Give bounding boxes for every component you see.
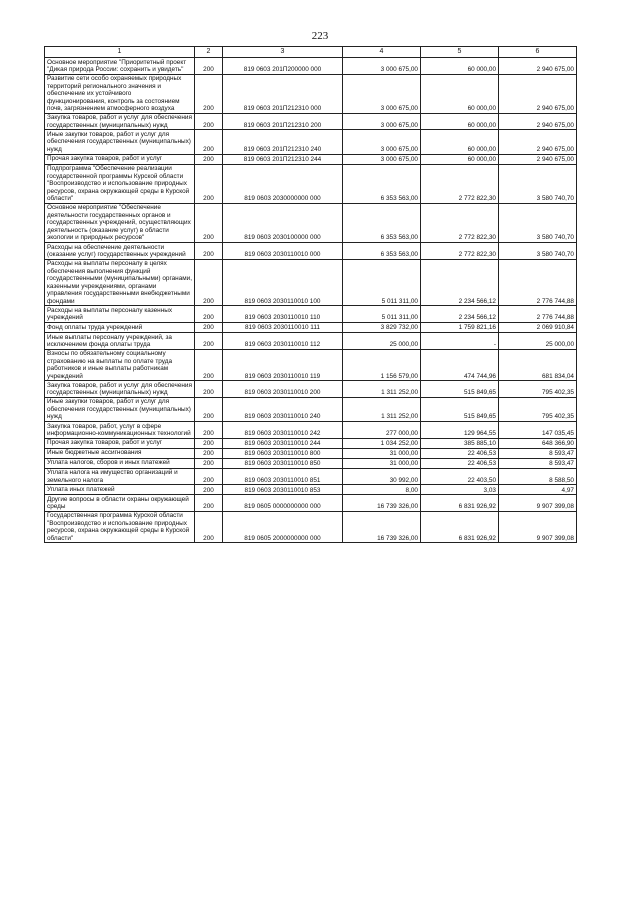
row-value-col6: 648 366,90 bbox=[499, 438, 577, 448]
row-value-col5: 474 744,96 bbox=[421, 349, 499, 381]
table-row bbox=[45, 154, 577, 164]
row-value-col6: 8 593,47 bbox=[499, 448, 577, 458]
budget-table bbox=[44, 46, 577, 543]
row-value-col5: 515 849,65 bbox=[421, 381, 499, 398]
header-col-4: 4 bbox=[343, 47, 421, 58]
row-value-col6: 4,97 bbox=[499, 485, 577, 495]
row-value-col6: 25 000,00 bbox=[499, 333, 577, 350]
row-code: 200 bbox=[195, 511, 223, 543]
header-col-6: 6 bbox=[499, 47, 577, 58]
row-value-col4: 1 311 252,00 bbox=[343, 381, 421, 398]
row-value-col5: 2 234 566,12 bbox=[421, 259, 499, 306]
table-row bbox=[45, 381, 577, 398]
table-row bbox=[45, 243, 577, 260]
table-row bbox=[45, 58, 577, 75]
row-value-col6: 2 069 910,84 bbox=[499, 323, 577, 333]
row-value-col5: 22 406,53 bbox=[421, 458, 499, 468]
row-value-col5: 129 964,55 bbox=[421, 422, 499, 439]
row-value-col5: 60 000,00 bbox=[421, 74, 499, 113]
row-value-col5: 60 000,00 bbox=[421, 58, 499, 75]
row-value-col5: - bbox=[421, 333, 499, 350]
row-name: Государственная программа Курской области "Воспроизводство и использование природных ресурсов, охрана окружающей среды в Курской области" bbox=[45, 511, 195, 543]
row-value-col5: 2 234 566,12 bbox=[421, 306, 499, 323]
row-value-col4: 3 829 732,00 bbox=[343, 323, 421, 333]
row-value-col5: 385 885,10 bbox=[421, 438, 499, 448]
row-value-col4: 16 739 326,00 bbox=[343, 511, 421, 543]
row-value-col4: 3 000 675,00 bbox=[343, 154, 421, 164]
row-kbk-code: 819 0603 2030110010 851 bbox=[223, 468, 343, 485]
row-kbk-code: 819 0603 2030110010 111 bbox=[223, 323, 343, 333]
row-kbk-code: 819 0603 2030110010 200 bbox=[223, 381, 343, 398]
row-kbk-code: 819 0603 201П212310 244 bbox=[223, 154, 343, 164]
row-code: 200 bbox=[195, 323, 223, 333]
row-value-col5: 6 831 926,92 bbox=[421, 495, 499, 512]
table-row bbox=[45, 422, 577, 439]
row-kbk-code: 819 0603 201П212310 200 bbox=[223, 113, 343, 130]
row-code: 200 bbox=[195, 349, 223, 381]
row-value-col6: 2 940 675,00 bbox=[499, 130, 577, 154]
row-code: 200 bbox=[195, 203, 223, 242]
row-value-col5: 22 403,50 bbox=[421, 468, 499, 485]
row-value-col4: 25 000,00 bbox=[343, 333, 421, 350]
header-col-1: 1 bbox=[45, 47, 195, 58]
row-name: Расходы на выплаты персоналу в целях обеспечения выполнения функций государственными (муниципальными) органами, казенными учреждениями, органами управления государственными внебюджетными фондами bbox=[45, 259, 195, 306]
row-name: Развитие сети особо охраняемых природных территорий регионального значения и обеспечение их устойчивого функционирования, контроль за состоянием почв, загрязнением атмосферного воздуха bbox=[45, 74, 195, 113]
table-row bbox=[45, 323, 577, 333]
row-kbk-code: 819 0603 2030110010 853 bbox=[223, 485, 343, 495]
row-code: 200 bbox=[195, 458, 223, 468]
row-code: 200 bbox=[195, 154, 223, 164]
row-code: 200 bbox=[195, 468, 223, 485]
row-value-col4: 3 000 675,00 bbox=[343, 74, 421, 113]
row-code: 200 bbox=[195, 306, 223, 323]
header-col-5: 5 bbox=[421, 47, 499, 58]
table-row bbox=[45, 74, 577, 113]
row-code: 200 bbox=[195, 381, 223, 398]
row-kbk-code: 819 0603 2030110010 240 bbox=[223, 397, 343, 421]
row-kbk-code: 819 0603 2030110010 850 bbox=[223, 458, 343, 468]
row-value-col4: 3 000 675,00 bbox=[343, 113, 421, 130]
row-value-col4: 6 353 563,00 bbox=[343, 164, 421, 203]
row-kbk-code: 819 0603 201П212310 000 bbox=[223, 74, 343, 113]
row-name: Основное мероприятие "Обеспечение деятельности государственных органов и государственных учреждений, осуществляющих деятельность (оказание услуг) в области экологии и природных ресурсов" bbox=[45, 203, 195, 242]
row-value-col6: 795 402,35 bbox=[499, 381, 577, 398]
row-kbk-code: 819 0603 2030110010 112 bbox=[223, 333, 343, 350]
table-row bbox=[45, 306, 577, 323]
table-row bbox=[45, 333, 577, 350]
row-kbk-code: 819 0603 2030110010 119 bbox=[223, 349, 343, 381]
row-value-col6: 3 580 740,70 bbox=[499, 243, 577, 260]
row-value-col5: 515 849,65 bbox=[421, 397, 499, 421]
row-kbk-code: 819 0603 2030110010 800 bbox=[223, 448, 343, 458]
row-kbk-code: 819 0605 2000000000 000 bbox=[223, 511, 343, 543]
row-kbk-code: 819 0603 2030100000 000 bbox=[223, 203, 343, 242]
table-body bbox=[45, 58, 577, 543]
row-value-col5: 2 772 822,30 bbox=[421, 164, 499, 203]
row-name: Расходы на выплаты персоналу казенных учреждений bbox=[45, 306, 195, 323]
table-row bbox=[45, 203, 577, 242]
row-value-col6: 3 580 740,70 bbox=[499, 164, 577, 203]
row-code: 200 bbox=[195, 333, 223, 350]
row-name: Иные закупки товаров, работ и услуг для обеспечения государственных (муниципальных) нужд bbox=[45, 397, 195, 421]
row-value-col6: 9 907 399,08 bbox=[499, 495, 577, 512]
table-row bbox=[45, 468, 577, 485]
table-row bbox=[45, 113, 577, 130]
row-name: Взносы по обязательному социальному страхованию на выплаты по оплате труда работников и иные выплаты работникам учреждений bbox=[45, 349, 195, 381]
row-value-col5: 2 772 822,30 bbox=[421, 203, 499, 242]
table-row bbox=[45, 397, 577, 421]
row-value-col6: 2 776 744,88 bbox=[499, 306, 577, 323]
row-value-col4: 3 000 675,00 bbox=[343, 130, 421, 154]
row-name: Фонд оплаты труда учреждений bbox=[45, 323, 195, 333]
row-name: Основное мероприятие "Приоритетный проект "Дикая природа России: сохранить и увидеть" bbox=[45, 58, 195, 75]
table-row bbox=[45, 438, 577, 448]
row-name: Иные выплаты персоналу учреждений, за исключением фонда оплаты труда bbox=[45, 333, 195, 350]
row-value-col4: 8,00 bbox=[343, 485, 421, 495]
row-value-col4: 31 000,00 bbox=[343, 448, 421, 458]
row-value-col5: 2 772 822,30 bbox=[421, 243, 499, 260]
row-code: 200 bbox=[195, 495, 223, 512]
row-value-col6: 681 834,04 bbox=[499, 349, 577, 381]
row-name: Прочая закупка товаров, работ и услуг bbox=[45, 154, 195, 164]
row-code: 200 bbox=[195, 130, 223, 154]
row-value-col5: 1 759 821,16 bbox=[421, 323, 499, 333]
row-value-col6: 3 580 740,70 bbox=[499, 203, 577, 242]
row-value-col4: 1 156 579,00 bbox=[343, 349, 421, 381]
header-row bbox=[45, 47, 577, 58]
table-row bbox=[45, 130, 577, 154]
row-code: 200 bbox=[195, 438, 223, 448]
row-kbk-code: 819 0603 2030110010 242 bbox=[223, 422, 343, 439]
row-value-col6: 2 940 675,00 bbox=[499, 113, 577, 130]
row-value-col6: 2 776 744,88 bbox=[499, 259, 577, 306]
row-value-col5: 6 831 926,92 bbox=[421, 511, 499, 543]
table-row bbox=[45, 164, 577, 203]
row-code: 200 bbox=[195, 448, 223, 458]
row-value-col4: 3 000 675,00 bbox=[343, 58, 421, 75]
table-row bbox=[45, 495, 577, 512]
row-code: 200 bbox=[195, 74, 223, 113]
row-name: Закупка товаров, работ и услуг для обеспечения государственных (муниципальных) нужд bbox=[45, 381, 195, 398]
row-kbk-code: 819 0603 2030000000 000 bbox=[223, 164, 343, 203]
row-value-col6: 795 402,35 bbox=[499, 397, 577, 421]
row-value-col4: 5 011 311,00 bbox=[343, 259, 421, 306]
table-row bbox=[45, 485, 577, 495]
header-col-2: 2 bbox=[195, 47, 223, 58]
row-kbk-code: 819 0603 2030110010 000 bbox=[223, 243, 343, 260]
row-value-col6: 2 940 675,00 bbox=[499, 154, 577, 164]
row-value-col5: 60 000,00 bbox=[421, 154, 499, 164]
row-value-col4: 6 353 563,00 bbox=[343, 243, 421, 260]
row-value-col4: 5 011 311,00 bbox=[343, 306, 421, 323]
row-value-col5: 60 000,00 bbox=[421, 130, 499, 154]
row-name: Уплата налога на имущество организаций и земельного налога bbox=[45, 468, 195, 485]
table-row bbox=[45, 259, 577, 306]
row-value-col4: 16 739 326,00 bbox=[343, 495, 421, 512]
row-value-col6: 147 035,45 bbox=[499, 422, 577, 439]
table-row bbox=[45, 448, 577, 458]
row-value-col4: 1 311 252,00 bbox=[343, 397, 421, 421]
row-value-col5: 22 406,53 bbox=[421, 448, 499, 458]
row-code: 200 bbox=[195, 58, 223, 75]
table-row bbox=[45, 458, 577, 468]
row-kbk-code: 819 0603 2030110010 244 bbox=[223, 438, 343, 448]
row-value-col6: 8 588,50 bbox=[499, 468, 577, 485]
row-value-col6: 8 593,47 bbox=[499, 458, 577, 468]
row-value-col4: 1 034 252,00 bbox=[343, 438, 421, 448]
table-row bbox=[45, 349, 577, 381]
row-kbk-code: 819 0603 201П200000 000 bbox=[223, 58, 343, 75]
row-value-col4: 6 353 563,00 bbox=[343, 203, 421, 242]
row-value-col5: 3,03 bbox=[421, 485, 499, 495]
row-value-col4: 31 000,00 bbox=[343, 458, 421, 468]
row-name: Подпрограмма "Обеспечение реализации государственной программы Курской области "Воспроизводство и использование природных ресурсов, охрана окружающей среды в Курской области" bbox=[45, 164, 195, 203]
row-kbk-code: 819 0603 2030110010 100 bbox=[223, 259, 343, 306]
row-name: Уплата иных платежей bbox=[45, 485, 195, 495]
row-name: Иные бюджетные ассигнования bbox=[45, 448, 195, 458]
row-kbk-code: 819 0603 2030110010 110 bbox=[223, 306, 343, 323]
row-value-col4: 30 992,00 bbox=[343, 468, 421, 485]
table-row bbox=[45, 511, 577, 543]
row-value-col6: 9 907 399,08 bbox=[499, 511, 577, 543]
row-kbk-code: 819 0603 201П212310 240 bbox=[223, 130, 343, 154]
row-value-col6: 2 940 675,00 bbox=[499, 74, 577, 113]
row-value-col6: 2 940 675,00 bbox=[499, 58, 577, 75]
row-name: Закупка товаров, работ, услуг в сфере информационно-коммуникационных технологий bbox=[45, 422, 195, 439]
row-name: Другие вопросы в области охраны окружающей среды bbox=[45, 495, 195, 512]
row-value-col5: 60 000,00 bbox=[421, 113, 499, 130]
row-value-col4: 277 000,00 bbox=[343, 422, 421, 439]
row-code: 200 bbox=[195, 243, 223, 260]
row-code: 200 bbox=[195, 259, 223, 306]
header-col-3: 3 bbox=[223, 47, 343, 58]
row-name: Иные закупки товаров, работ и услуг для обеспечения государственных (муниципальных) нужд bbox=[45, 130, 195, 154]
row-code: 200 bbox=[195, 397, 223, 421]
row-code: 200 bbox=[195, 113, 223, 130]
row-name: Уплата налогов, сборов и иных платежей bbox=[45, 458, 195, 468]
page-number: 223 bbox=[311, 30, 329, 42]
row-name: Прочая закупка товаров, работ и услуг bbox=[45, 438, 195, 448]
row-kbk-code: 819 0605 0000000000 000 bbox=[223, 495, 343, 512]
row-code: 200 bbox=[195, 422, 223, 439]
row-name: Закупка товаров, работ и услуг для обеспечения государственных (муниципальных) нужд bbox=[45, 113, 195, 130]
row-code: 200 bbox=[195, 164, 223, 203]
row-name: Расходы на обеспечение деятельности (оказание услуг) государственных учреждений bbox=[45, 243, 195, 260]
row-code: 200 bbox=[195, 485, 223, 495]
